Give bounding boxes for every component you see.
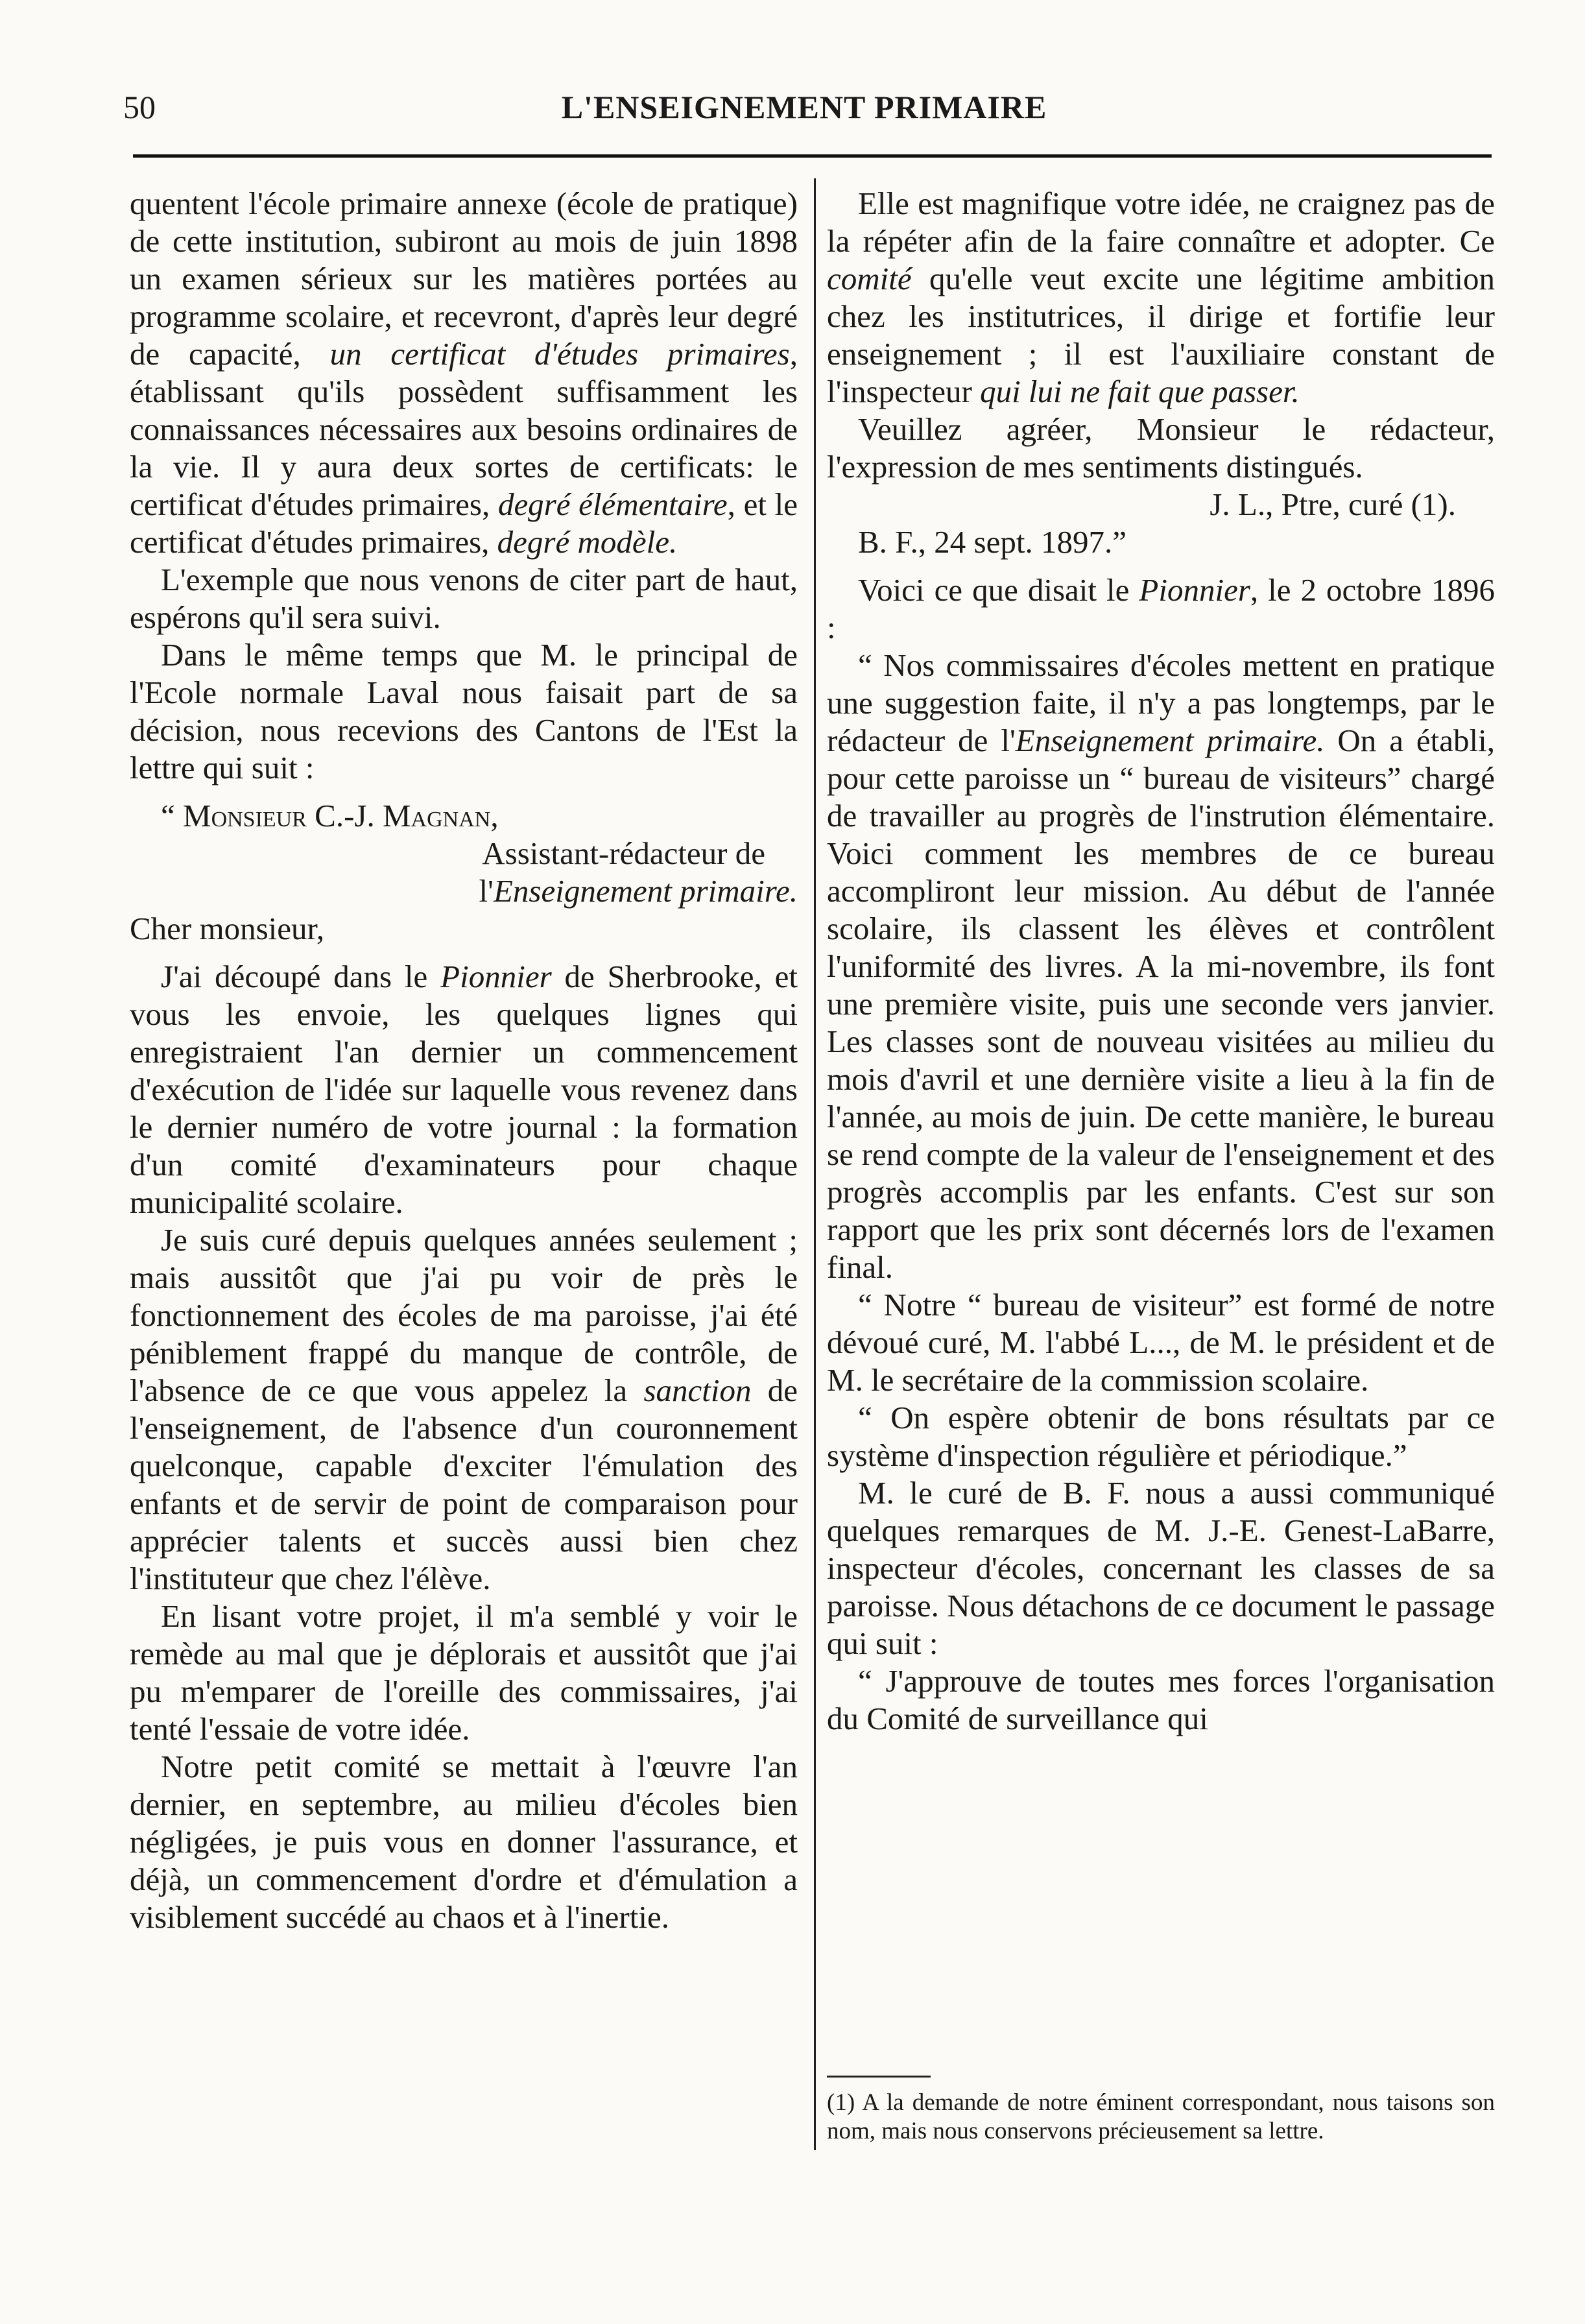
paragraph-r1: [827, 185, 1495, 411]
signature: J. L., Ptre, curé (1).: [1210, 486, 1456, 522]
greeting: Cher monsieur,: [130, 911, 325, 946]
text-run: qu'elle veut excite une légitime ambition chez les institutrices, il dirige et fortifie leur enseignement ; il est l'auxiliaire constant de l'inspecteur: [827, 261, 1495, 409]
footnote-rule: [827, 2076, 931, 2078]
paragraph-r2: Veuillez agréer, Monsieur le rédacteur, l'expression de mes sentiments distingués.: [827, 411, 1495, 485]
journal-line: [130, 872, 798, 910]
italic-run: Enseignement primaire.: [493, 873, 798, 909]
paragraph-2: L'exemple que nous venons de citer part de haut, espérons qu'il sera suivi.: [130, 562, 798, 635]
italic-run: Enseignement primaire.: [1015, 723, 1325, 758]
footnote: (1) A la demande de notre éminent correspondant, nous taisons son nom, mais nous conservons précieusement sa lettre.: [827, 2089, 1495, 2144]
italic-run: sanction: [643, 1372, 752, 1408]
left-column: [130, 185, 798, 1936]
italic-run: degré élémentaire: [497, 486, 728, 522]
page-header: [123, 78, 1485, 136]
right-column: [827, 185, 1495, 1738]
italic-run: comité: [827, 261, 912, 296]
text-run: l': [479, 873, 494, 909]
paragraph-r3: [827, 571, 1495, 647]
text-run: quentent l'école primaire annexe (école de pratique) de cette institution, subiront au mois de juin 1898 un examen sérieux sur les matières portées au programme scolaire, et recevront, d'après leur degré de capacité,: [130, 186, 798, 372]
paragraph-r6: “ On espère obtenir de bons résultats par ce système d'inspection régulière et périodique.”: [827, 1400, 1495, 1473]
dateline: B. F., 24 sept. 1897.”: [858, 524, 1126, 560]
text-run: de Sherbrooke, et vous les envoie, les quelques lignes qui enregistraient l'an dernier un commencement d'exécution de l'idée sur laquelle vous revenez dans le dernier numéro de votre journal : la formation d'un comité d'examinateurs pour chaque municipalité scolaire.: [130, 959, 798, 1220]
text-run: , établissant qu'ils possèdent suffisamment les connaissances nécessaires aux besoins ordinaires de la vie. Il y aura deux sortes de certificats: le certificat d'études primaires,: [130, 336, 798, 522]
text-run: On a établi, pour cette paroisse un “ bureau de visiteurs” chargé de travailler au progrès de l'instrution élémentaire. Voici comment les membres de ce bureau accompliront leur mission. Au début de l'année scolaire, ils classent les élèves et contrôlent l'uniformité des livres. A la mi-novembre, ils font une première visite, puis une seconde vers janvier. Les classes sont de nouveau visitées au milieu du mois d'avril et une dernière visite a lieu à la fin de l'année, au mois de juin. De cette manière, le bureau se rend compte de la valeur de l'enseignement et des progrès accomplis par les enfants. C'est sur son rapport que les prix sont décernés lors de l'examen final.: [827, 723, 1495, 1285]
addressee: Monsieur C.-J. Magnan,: [183, 798, 499, 833]
text-run: , le 2 octobre 1896 :: [827, 572, 1496, 645]
paragraph-5: [130, 1221, 798, 1598]
paragraph-r5: “ Notre “ bureau de visiteur” est formé de notre dévoué curé, M. l'abbé L..., de M. le président et de M. le secrétaire de la commission scolaire.: [827, 1287, 1495, 1398]
paragraph-7: Notre petit comité se mettait à l'œuvre l'an dernier, en septembre, au milieu d'écoles bien négligées, je puis vous en donner l'assurance, et déjà, un commencement d'ordre et d'émulation a visiblement succédé au chaos et à l'inertie.: [130, 1749, 798, 1935]
paragraph-6: En lisant votre projet, il m'a semblé y voir le remède au mal que je déplorais et aussitôt que j'ai pu m'emparer de l'oreille des commissaires, j'ai tenté l'essaie de votre idée.: [130, 1598, 798, 1747]
assistant-line: Assistant-rédacteur de: [482, 835, 765, 871]
text-run: “ Nos commissaires d'écoles mettent en pratique une suggestion faite, il n'y a pas longtemps, par le rédacteur de l': [827, 647, 1495, 758]
italic-run: Pionnier: [1139, 572, 1250, 608]
paragraph-r4: [827, 647, 1495, 1286]
text-run: Je suis curé depuis quelques années seulement ; mais aussitôt que j'ai pu voir de près le fonctionnement des écoles de ma paroisse, j'ai été péniblement frappé du manque de contrôle, de l'absence de ce que vous appelez la: [130, 1222, 798, 1408]
paragraph-3: Dans le même temps que M. le principal de l'Ecole normale Laval nous faisait part de sa décision, nous recevions des Cantons de l'Est la lettre qui suit :: [130, 637, 798, 785]
text-run: Elle est magnifique votre idée, ne craignez pas de la répéter afin de la faire connaître et adopter. Ce: [827, 186, 1495, 259]
running-title: L'ENSEIGNEMENT PRIMAIRE: [561, 89, 1047, 125]
paragraph-r8: “ J'approuve de toutes mes forces l'organisation du Comité de surveillance qui: [827, 1663, 1495, 1736]
text-run: de l'enseignement, de l'absence d'un couronnement quelconque, capable d'exciter l'émulation des enfants et de servir de point de comparaison pour apprécier talents et succès aussi bien chez l'instituteur que chez l'élève.: [130, 1372, 798, 1596]
italic-run: degré modèle.: [497, 524, 678, 560]
header-rule: [133, 154, 1492, 158]
text-run: , et le certificat d'études primaires,: [130, 486, 798, 560]
text-run: J'ai découpé dans le: [161, 959, 441, 994]
italic-run: qui lui ne fait que passer.: [980, 374, 1300, 409]
open-quote: “: [161, 798, 183, 833]
italic-run: un certificat d'études primaires: [329, 336, 790, 372]
italic-run: Pionnier: [440, 959, 552, 994]
page-number: 50: [123, 89, 156, 125]
column-divider: [814, 178, 816, 2150]
paragraph-4: [130, 958, 798, 1221]
text-run: Voici ce que disait le: [858, 572, 1139, 608]
paragraph-1: [130, 185, 798, 561]
paragraph-r7: M. le curé de B. F. nous a aussi communiqué quelques remarques de M. J.-E. Genest-LaBarre, inspecteur d'écoles, concernant les classes de sa paroisse. Nous détachons de ce document le passage qui suit :: [827, 1475, 1495, 1661]
letter-salutation: [130, 797, 798, 835]
